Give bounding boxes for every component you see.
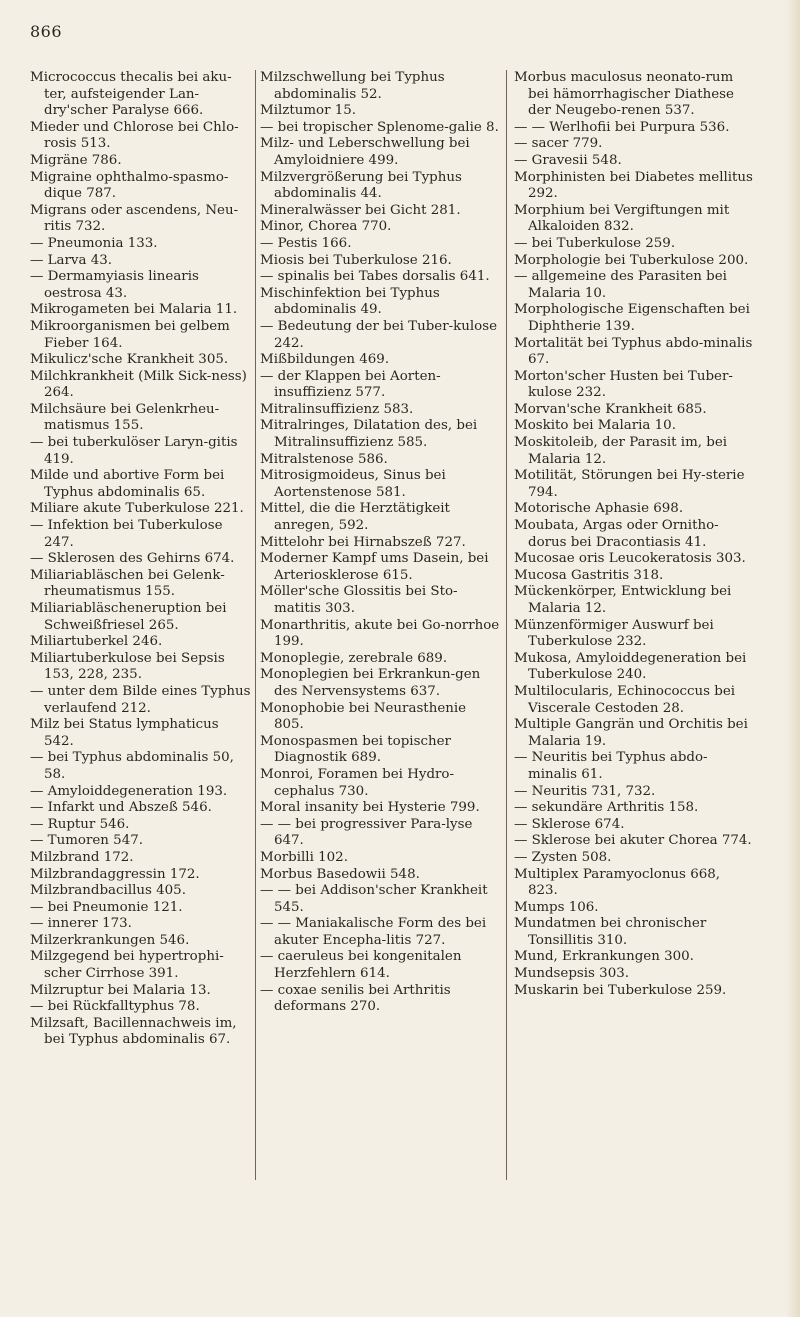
index-entry: — bei Pneumonie 121. xyxy=(30,899,183,915)
index-entry: Milzvergrößerung bei Typhus abdominalis 44. xyxy=(260,169,462,202)
index-entry: Monoplegien bei Erkrankun-gen des Nervensystems 637. xyxy=(260,667,481,699)
index-entry: — Pestis 166. xyxy=(260,235,352,251)
index-entry: — Sklerosen des Gehirns 674. xyxy=(30,551,235,567)
index-entry: — Infarkt und Abszeß 546. xyxy=(30,800,212,816)
index-entry: Migräne 786. xyxy=(30,152,122,168)
index-entry: Milzerkrankungen 546. xyxy=(30,932,190,948)
index-entry: Mundsepsis 303. xyxy=(514,966,629,982)
index-entry: Mittelohr bei Hirnabszeß 727. xyxy=(260,534,466,550)
index-entry: Moskitoleib, der Parasit im, bei Malaria 12. xyxy=(514,435,728,467)
index-entry: Monophobie bei Neurasthenie 805. xyxy=(260,700,467,733)
index-entry: Mund, Erkrankungen 300. xyxy=(514,949,694,965)
index-entry: Mundatmen bei chronischer Tonsillitis 310. xyxy=(514,916,707,948)
index-entry: Multiple Gangrän und Orchitis bei Malaria 19. xyxy=(514,717,748,749)
index-entry: — Dermamyiasis linearis oestrosa 43. xyxy=(30,269,199,301)
index-entry: Mieder und Chlorose bei Chlo-rosis 513. xyxy=(30,119,239,152)
index-entry: — Tumoren 547. xyxy=(30,833,143,849)
index-entry: — Amyloiddegeneration 193. xyxy=(30,783,228,799)
index-entry: Morbus maculosus neonato-rum bei hämorrhagischer Diathese der Neugebo-renen 537. xyxy=(514,70,734,119)
index-entry: Milzsaft, Bacillennachweis im, bei Typhus abdominalis 67. xyxy=(30,1015,237,1048)
index-entry: Milz- und Leberschwellung bei Amyloidniere 499. xyxy=(260,136,470,168)
index-entry: Monoplegie, zerebrale 689. xyxy=(260,650,448,666)
index-entry: Micrococcus thecalis bei aku-ter, aufsteigender Lan-dry'scher Paralyse 666. xyxy=(30,70,232,119)
index-entry: Morphologische Eigenschaften bei Diphtherie 139. xyxy=(514,302,750,334)
index-entry: Migrans oder ascendens, Neu-ritis 732. xyxy=(30,202,239,235)
index-entry: Miliariabläschen bei Gelenk-rheumatismus 155. xyxy=(30,567,225,600)
index-entry: — bei tuberkulöser Laryn-gitis 419. xyxy=(30,435,238,467)
index-column-1 xyxy=(30,70,252,1049)
column-divider xyxy=(255,70,256,1180)
index-entry: Mißbildungen 469. xyxy=(260,352,390,368)
index-entry: Milzschwellung bei Typhus abdominalis 52. xyxy=(260,70,445,102)
index-entry: Mittel, die die Herztätigkeit anregen, 592. xyxy=(260,501,450,534)
index-column-2 xyxy=(260,70,500,1016)
index-entry: Morton'scher Husten bei Tuber-kulose 232. xyxy=(514,368,733,401)
index-entry: Morphinisten bei Diabetes mellitus 292. xyxy=(514,169,753,202)
index-entry: Mineralwässer bei Gicht 281. xyxy=(260,202,461,218)
index-entry: Mikulicz'sche Krankheit 305. xyxy=(30,352,229,368)
index-entry: Milz bei Status lymphaticus 542. xyxy=(30,717,219,749)
index-entry: Moderner Kampf ums Dasein, bei Arteriosklerose 615. xyxy=(260,551,489,583)
index-entry: — bei tropischer Splenome-galie 8. xyxy=(260,119,499,135)
index-entry: Milchsäure bei Gelenkrheu-matismus 155. xyxy=(30,401,220,434)
index-entry: Münzenförmiger Auswurf bei Tuberkulose 232. xyxy=(514,617,714,650)
index-entry: Mucosae oris Leucokeratosis 303. xyxy=(514,551,746,567)
index-entry: Muskarin bei Tuberkulose 259. xyxy=(514,982,727,998)
index-entry: Multiplex Paramyoclonus 668, 823. xyxy=(514,866,721,899)
index-entry: Mitralringes, Dilatation des, bei Mitralinsuffizienz 585. xyxy=(260,418,478,451)
index-entry: Morvan'sche Krankheit 685. xyxy=(514,401,707,417)
index-entry: — spinalis bei Tabes dorsalis 641. xyxy=(260,269,490,285)
page-edge-shadow xyxy=(786,0,800,1317)
index-entry: Miliartuberkulose bei Sepsis 153, 228, 235. xyxy=(30,650,225,683)
index-entry: Moubata, Argas oder Ornitho-dorus bei Dracontiasis 41. xyxy=(514,518,719,550)
index-entry: Miosis bei Tuberkulose 216. xyxy=(260,252,452,268)
index-entry: Milchkrankheit (Milk Sick-ness) 264. xyxy=(30,368,247,401)
page-number: 866 xyxy=(30,22,63,41)
index-entry: Minor, Chorea 770. xyxy=(260,219,392,235)
index-entry: — sekundäre Arthritis 158. xyxy=(514,800,699,816)
index-entry: Monospasmen bei topischer Diagnostik 689. xyxy=(260,733,451,766)
index-entry: Milde und abortive Form bei Typhus abdominalis 65. xyxy=(30,468,225,500)
index-entry: Miliariabläscheneruption bei Schweißfriesel 265. xyxy=(30,601,227,633)
index-entry: Milztumor 15. xyxy=(260,103,357,119)
index-entry: — sacer 779. xyxy=(514,136,603,152)
index-entry: Mumps 106. xyxy=(514,899,599,915)
index-entry: — Infektion bei Tuberkulose 247. xyxy=(30,518,223,550)
index-entry: Mitrosigmoideus, Sinus bei Aortenstenose 581. xyxy=(260,468,446,500)
index-entry: — bei Typhus abdominalis 50, 58. xyxy=(30,750,234,782)
index-entry: Motorische Aphasie 698. xyxy=(514,501,684,517)
index-entry: Monarthritis, akute bei Go-norrhoe 199. xyxy=(260,617,500,650)
index-entry: — — Maniakalische Form des bei akuter Encepha-litis 727. xyxy=(260,916,487,948)
index-entry: Moral insanity bei Hysterie 799. xyxy=(260,800,480,816)
index-entry: — — bei progressiver Para-lyse 647. xyxy=(260,816,473,849)
index-entry: — bei Tuberkulose 259. xyxy=(514,235,676,251)
index-entry: — Ruptur 546. xyxy=(30,816,130,832)
index-entry: — Pneumonia 133. xyxy=(30,235,158,251)
index-entry: — — Werlhofii bei Purpura 536. xyxy=(514,119,730,135)
index-entry: Morbus Basedowii 548. xyxy=(260,866,420,882)
index-column-3 xyxy=(514,70,754,999)
index-entry: Morbilli 102. xyxy=(260,849,348,865)
column-divider xyxy=(506,70,507,1180)
index-entry: Multilocularis, Echinococcus bei Viscerale Cestoden 28. xyxy=(514,683,736,716)
index-entry: Milzruptur bei Malaria 13. xyxy=(30,982,211,998)
index-entry: Milzbrand 172. xyxy=(30,849,134,865)
index-entry: Mortalität bei Typhus abdo-minalis 67. xyxy=(514,335,753,368)
index-entry: — Sklerose 674. xyxy=(514,816,625,832)
index-entry: Mückenkörper, Entwicklung bei Malaria 12. xyxy=(514,584,732,616)
index-entry: — Larva 43. xyxy=(30,252,113,268)
index-entry: Mucosa Gastritis 318. xyxy=(514,567,664,583)
index-entry: — Neuritis 731, 732. xyxy=(514,783,656,799)
index-entry: Miliartuberkel 246. xyxy=(30,634,163,650)
index-entry: Miliare akute Tuberkulose 221. xyxy=(30,501,244,517)
index-entry: Mischinfektion bei Typhus abdominalis 49. xyxy=(260,285,440,318)
index-entry: — innerer 173. xyxy=(30,916,132,932)
index-entry: — Sklerose bei akuter Chorea 774. xyxy=(514,833,752,849)
index-entry: — bei Rückfalltyphus 78. xyxy=(30,999,200,1015)
index-entry: — Neuritis bei Typhus abdo-minalis 61. xyxy=(514,750,708,782)
index-entry: — der Klappen bei Aorten-insuffizienz 577. xyxy=(260,368,441,401)
index-entry: — coxae senilis bei Arthritis deformans 270. xyxy=(260,982,451,1015)
index-entry: — allgemeine des Parasiten bei Malaria 10. xyxy=(514,269,727,301)
index-entry: Milzgegend bei hypertrophi-scher Cirrhose 391. xyxy=(30,949,224,982)
index-entry: Mitralstenose 586. xyxy=(260,451,388,467)
index-entry: — Gravesii 548. xyxy=(514,152,622,168)
index-entry: Motilität, Störungen bei Hy-sterie 794. xyxy=(514,468,745,500)
index-entry: — Bedeutung der bei Tuber-kulose 242. xyxy=(260,318,498,351)
index-entry: — caeruleus bei kongenitalen Herzfehlern 614. xyxy=(260,949,462,982)
index-entry: — — bei Addison'scher Krankheit 545. xyxy=(260,883,488,915)
index-entry: — Zysten 508. xyxy=(514,849,612,865)
index-entry: Milzbrandbacillus 405. xyxy=(30,883,186,899)
index-entry: Mitralinsuffizienz 583. xyxy=(260,401,414,417)
index-entry: Mukosa, Amyloiddegeneration bei Tuberkulose 240. xyxy=(514,650,747,683)
index-entry: Mikrogameten bei Malaria 11. xyxy=(30,302,238,318)
index-entry: Möller'sche Glossitis bei Sto-matitis 303. xyxy=(260,584,458,616)
index-entry: Milzbrandaggressin 172. xyxy=(30,866,200,882)
index-entry: Morphologie bei Tuberkulose 200. xyxy=(514,252,749,268)
index-entry: — unter dem Bilde eines Typhus verlaufend 212. xyxy=(30,683,251,716)
index-entry: Morphium bei Vergiftungen mit Alkaloiden 832. xyxy=(514,202,730,235)
index-entry: Mikroorganismen bei gelbem Fieber 164. xyxy=(30,318,230,351)
index-entry: Monroi, Foramen bei Hydro-cephalus 730. xyxy=(260,766,455,799)
index-entry: Migraine ophthalmo-spasmo-dique 787. xyxy=(30,169,229,202)
index-entry: Moskito bei Malaria 10. xyxy=(514,418,676,434)
